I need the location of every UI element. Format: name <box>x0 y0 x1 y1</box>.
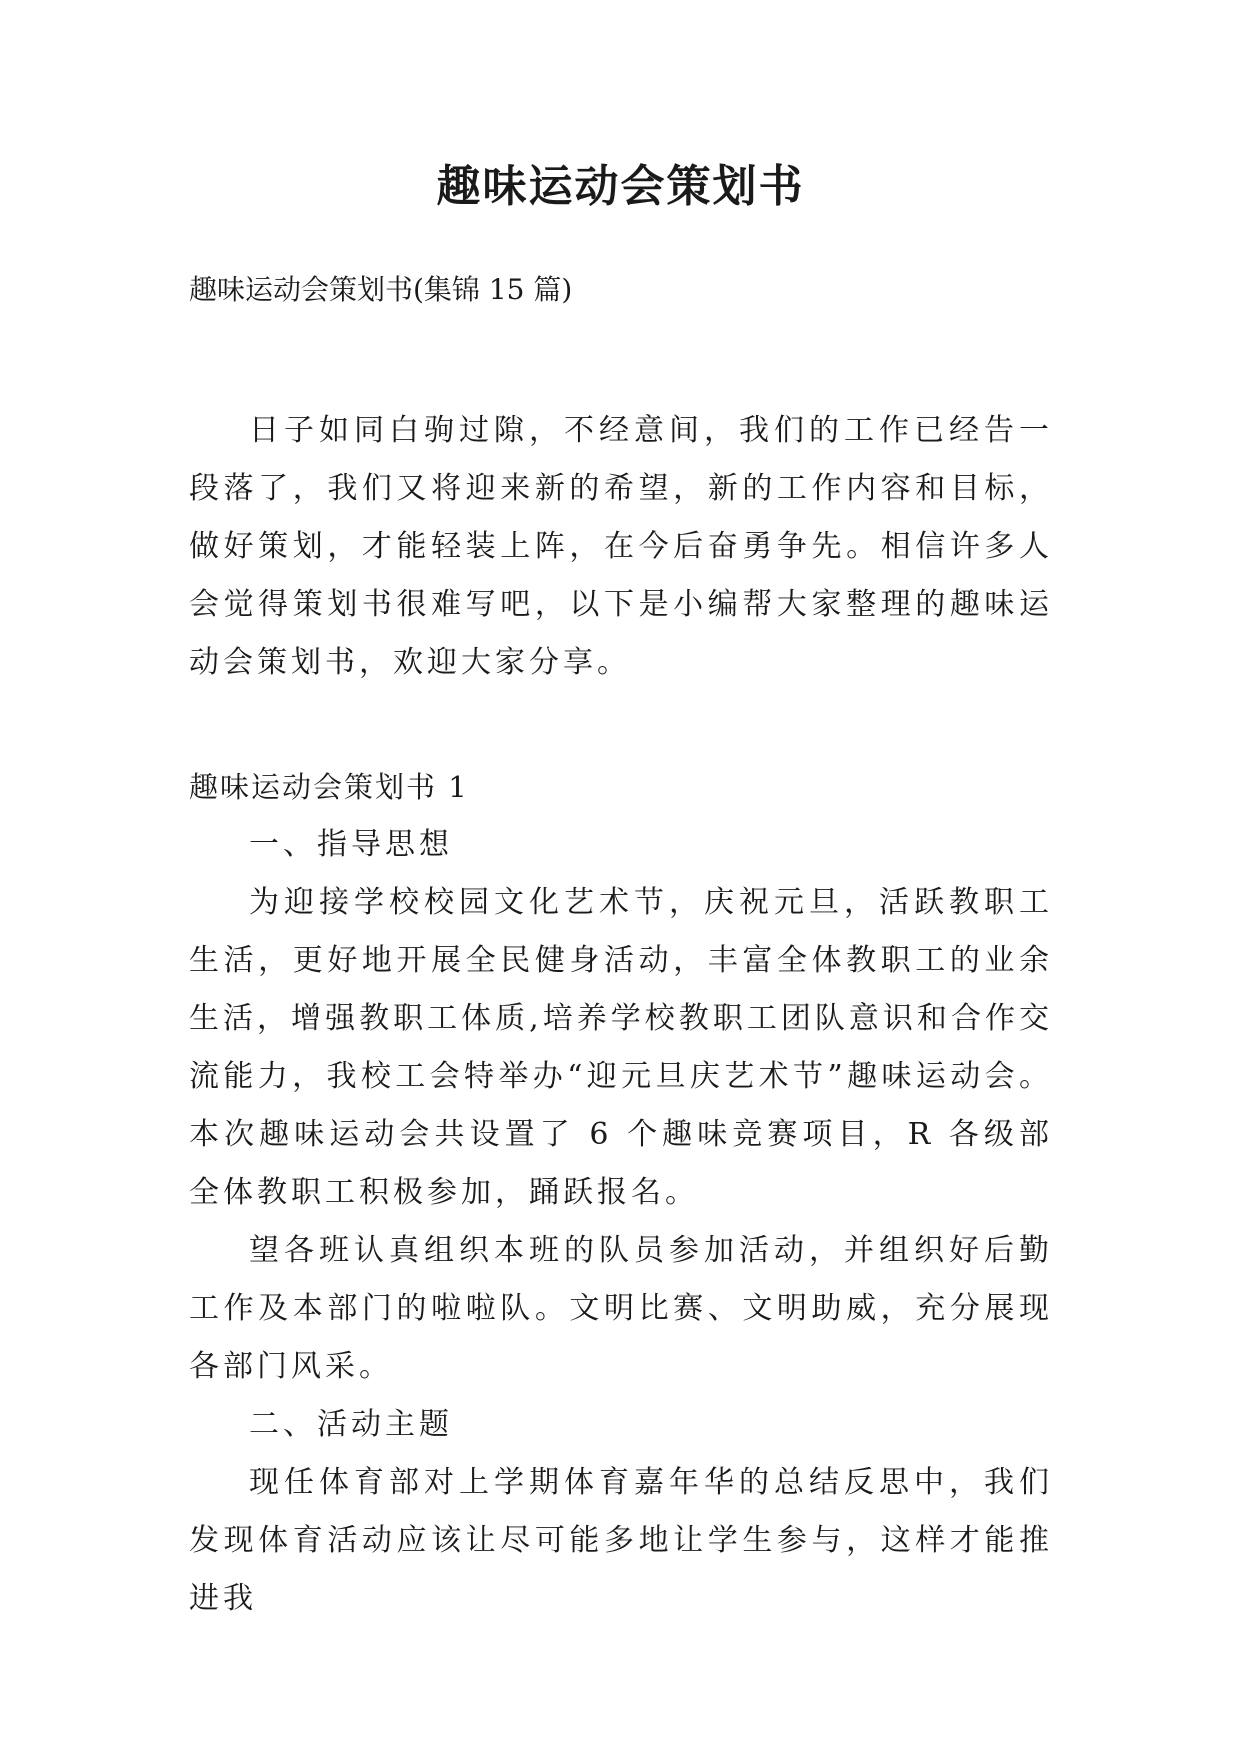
document-title: 趣味运动会策划书 <box>436 161 805 212</box>
section-spacer <box>189 692 1053 758</box>
paragraph-organization: 望各班认真组织本班的队员参加活动，并组织好后勤工作及本部门的啦啦队。文明比赛、文明助威，充分展现各部门风采。 <box>189 1233 1053 1384</box>
section-heading-theme: 二、活动主题 <box>249 1407 453 1442</box>
intro-paragraph: 日子如同白驹过隙，不经意间，我们的工作已经告一段落了，我们又将迎来新的希望，新的工作内容和目标，做好策划，才能轻装上阵，在今后奋勇争先。相信许多人会觉得策划书很难写吧，以下是小编帮大家整理的趣味运动会策划书，欢迎大家分享。 <box>189 413 1053 680</box>
paragraph-guiding-idea: 为迎接学校校园文化艺术节，庆祝元旦，活跃教职工生活，更好地开展全民健身活动，丰富全体教职工的业余生活，增强教职工体质,培养学校教职工团队意识和合作交流能力，我校工会特举办“迎元旦庆艺术节”趣味运动会。本次趣味运动会共设置了 6 个趣味竞赛项目，R 各级部全体教职工积极参加，踊跃报名。 <box>189 885 1053 1210</box>
document-body <box>189 402 1053 1628</box>
section-heading-guiding-idea: 一、指导思想 <box>249 827 453 862</box>
document-subtitle: 趣味运动会策划书(集锦 15 篇) <box>189 273 573 306</box>
section-title: 趣味运动会策划书 1 <box>189 770 469 804</box>
paragraph-theme: 现任体育部对上学期体育嘉年华的总结反思中，我们发现体育活动应该让尽可能多地让学生参与，这样才能推进我 <box>189 1465 1053 1616</box>
